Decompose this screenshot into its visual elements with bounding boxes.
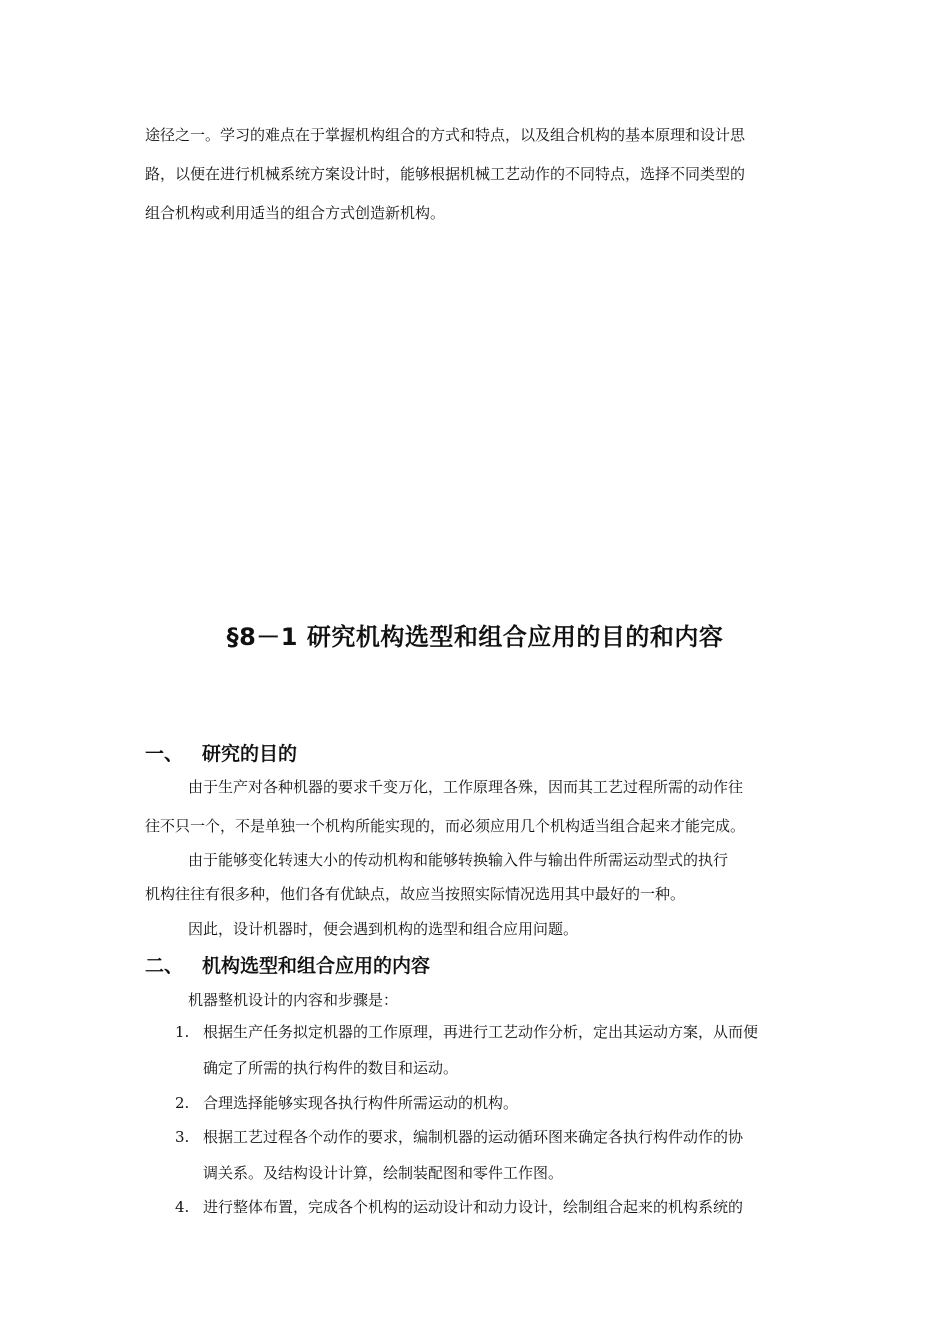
list-item-3-line-1: 根据工艺过程各个动作的要求，编制机器的运动循环图来确定各执行构件动作的协 bbox=[203, 1128, 744, 1146]
para3: 因此，设计机器时，便会遇到机构的选型和组合应用问题。 bbox=[188, 920, 579, 938]
list-number: 1. bbox=[175, 1023, 190, 1041]
list-number: 3. bbox=[175, 1128, 190, 1146]
list-number: 4. bbox=[175, 1198, 190, 1216]
intro-line-3: 组合机构或利用适当的组合方式创造新机构。 bbox=[145, 204, 446, 222]
list-item-2-line-1: 合理选择能够实现各执行构件所需运动的机构。 bbox=[203, 1094, 519, 1112]
para1-line-1: 由于生产对各种机器的要求千变万化，工作原理各殊，因而其工艺过程所需的动作往 bbox=[188, 778, 744, 796]
para2-line-2: 机构往往有很多种，他们各有优缺点，故应当按照实际情况选用其中最好的一种。 bbox=[145, 885, 686, 903]
heading-content bbox=[145, 951, 430, 978]
heading-purpose bbox=[145, 739, 297, 766]
para1-line-2: 往不只一个，不是单独一个机构所能实现的，而必须应用几个机构适当组合起来才能完成。 bbox=[145, 817, 746, 835]
intro-line-2: 路，以便在进行机械系统方案设计时，能够根据机械工艺动作的不同特点，选择不同类型的 bbox=[145, 165, 746, 183]
intro-line-1: 途径之一。学习的难点在于掌握机构组合的方式和特点，以及组合机构的基本原理和设计思 bbox=[145, 126, 746, 144]
section-title: §8－1 研究机构选型和组合应用的目的和内容 bbox=[226, 623, 724, 651]
list-item-4-line-1: 进行整体布置，完成各个机构的运动设计和动力设计，绘制组合起来的机构系统的 bbox=[203, 1198, 744, 1216]
para4: 机器整机设计的内容和步骤是： bbox=[188, 991, 399, 1009]
heading-text: 机构选型和组合应用的内容 bbox=[202, 955, 431, 977]
list-number: 2. bbox=[175, 1094, 190, 1112]
heading-text: 研究的目的 bbox=[202, 743, 298, 765]
para2-line-1: 由于能够变化转速大小的传动机构和能够转换输入件与输出件所需运动型式的执行 bbox=[188, 851, 729, 869]
list-item-1-line-2: 确定了所需的执行构件的数目和运动。 bbox=[203, 1059, 459, 1077]
list-item-1-line-1: 根据生产任务拟定机器的工作原理，再进行工艺动作分析，定出其运动方案，从而便 bbox=[203, 1023, 759, 1041]
heading-number: 二、 bbox=[145, 955, 184, 977]
heading-number: 一、 bbox=[145, 743, 184, 765]
list-item-3-line-2: 调关系。及结构设计计算，绘制装配图和零件工作图。 bbox=[203, 1164, 564, 1182]
